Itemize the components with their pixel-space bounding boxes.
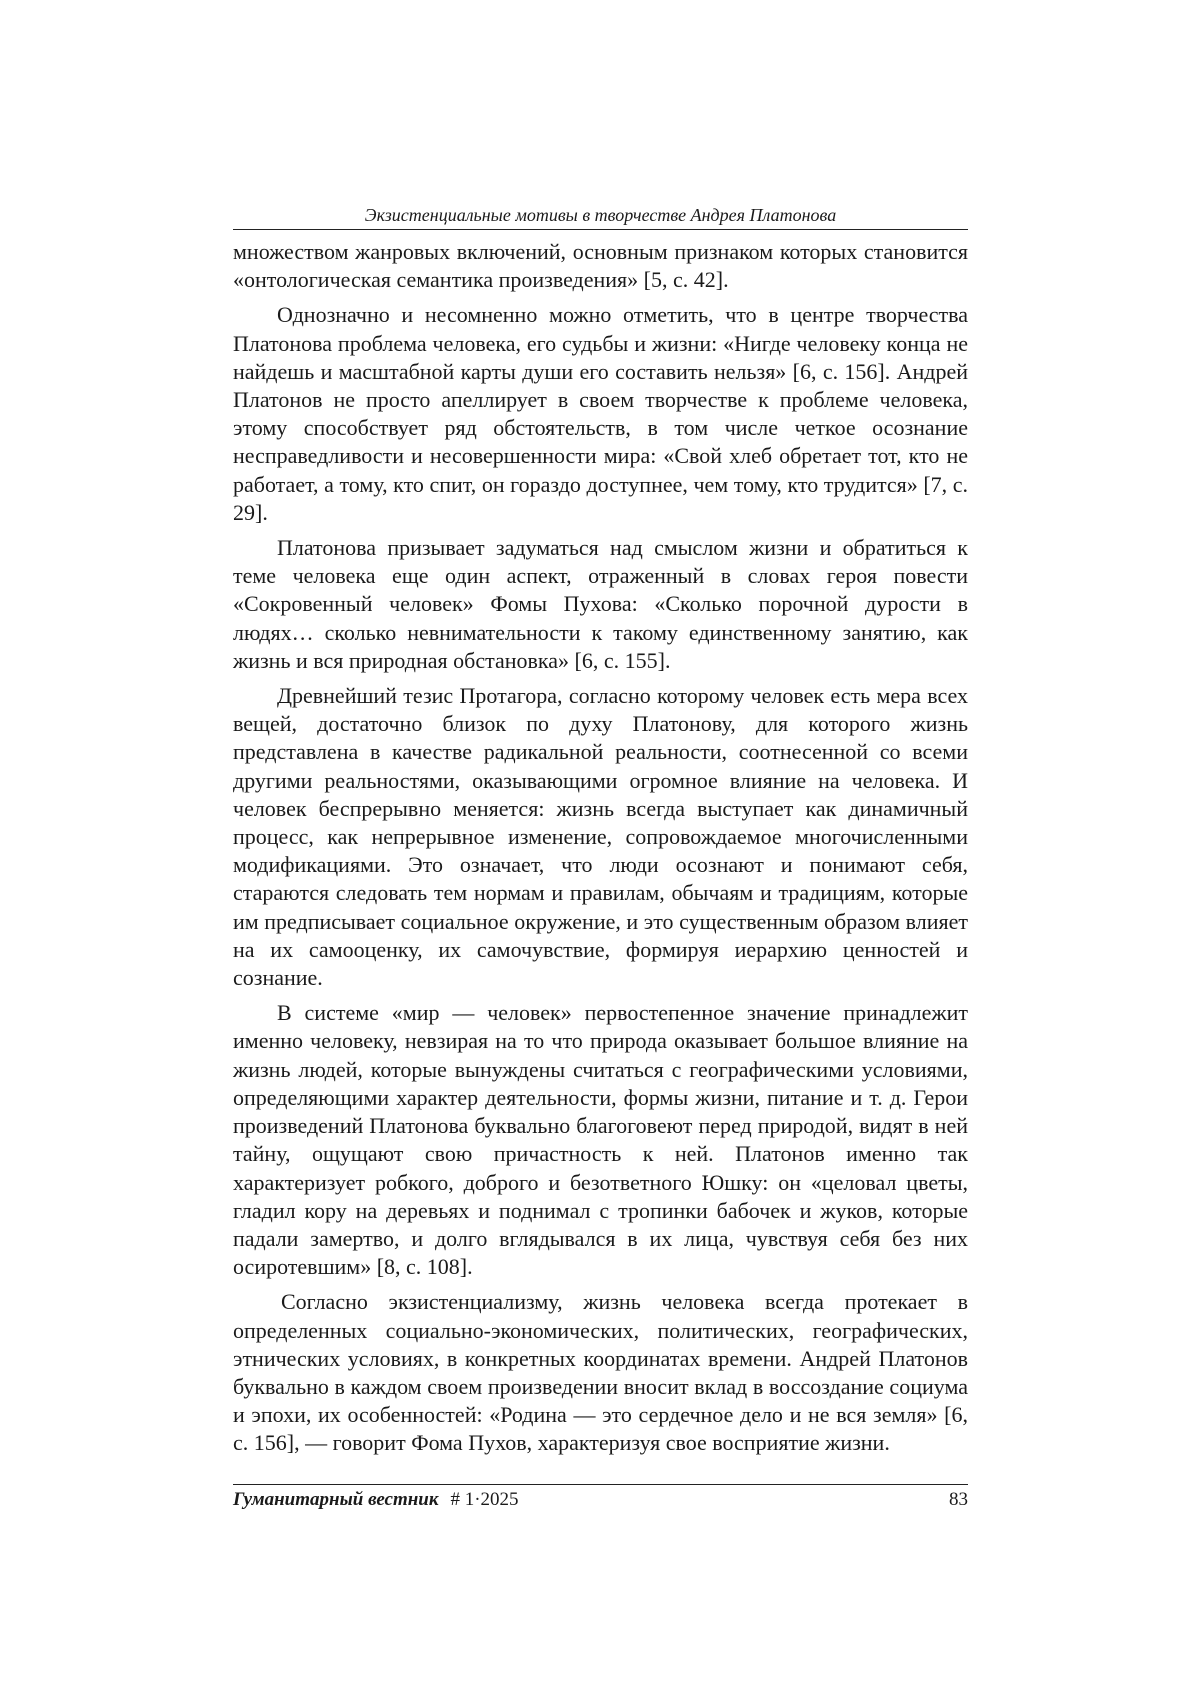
issue-number: # 1·2025 (450, 1489, 519, 1510)
article-body (233, 238, 968, 1465)
paragraph-6: Согласно экзистенциализму, жизнь человека всегда протекает в определенных социально-экономических, политических, географических, этнических условиях, в конкретных координатах времени. Андрей Платонов буквально в каждом своем произведении вносит вклад в воссоздание социума и эпохи, их особенностей: «Родина — это сердечное дело и не вся земля» [6, с. 156], — говорит Фома Пухов, характеризуя свое восприятие жизни. (233, 1289, 968, 1456)
page-number: 83 (949, 1489, 968, 1510)
journal-title: Гуманитарный вестник (233, 1489, 439, 1510)
header-rule (233, 229, 968, 230)
paragraph-2: Однозначно и несомненно можно отметить, что в центре творчества Платонова проблема человека, его судьбы и жизни: «Нигде человеку конца не найдешь и масштабной карты души его составить нельзя» [6, с. 156]. Андрей Платонов не просто апеллирует в своем творчестве к проблеме человека, этому способствует ряд обстоятельств, в том числе четкое осознание несправедливости и несовершенности мира: «Свой хлеб обретает тот, кто не работает, а тому, кто спит, он гораздо доступнее, чем тому, кто трудится» [7, с. 29]. (233, 302, 968, 525)
paragraph-3: Платонова призывает задуматься над смыслом жизни и обратиться к теме человека еще один аспект, отраженный в словах героя повести «Сокровенный человек» Фомы Пухова: «Сколько порочной дурости в людях… сколько невнимательности к такому единственному занятию, как жизнь и вся природная обстановка» [6, с. 155]. (233, 535, 968, 673)
footer-rule (233, 1484, 968, 1485)
paragraph-5: В системе «мир — человек» первостепенное значение принадлежит именно человеку, невзирая на то что природа оказывает большое влияние на жизнь людей, которые вынуждены считаться с географическими условиями, определяющими характер деятельности, формы жизни, питание и т. д. Герои произведений Платонова буквально благоговеют перед природой, видят в ней тайну, ощущают свою причастность к ней. Платонов именно так характеризует робкого, доброго и безответного Юшку: он «целовал цветы, гладил кору на деревьях и поднимал с тропинки бабочек и жуков, которые падали замертво, и долго вглядывался в их лица, чувствуя себя без них осиротевшим» [8, с. 108]. (233, 1000, 968, 1280)
page (233, 0, 968, 1698)
paragraph-4: Древнейший тезис Протагора, согласно которому человек есть мера всех вещей, достаточно близок по духу Платонову, для которого жизнь представлена в качестве радикальной реальности, соотнесенной со всеми другими реальностями, оказывающими огромное влияние на человека. И человек беспрерывно меняется: жизнь всегда выступает как динамичный процесс, как непрерывное изменение, сопровождаемое многочисленными модификациями. Это означает, что люди осознают и понимают себя, стараются следовать тем нормам и правилам, обычаям и традициям, которые им предписывает социальное окружение, и это существенным образом влияет на их самооценку, их самочувствие, формируя иерархию ценностей и сознание. (233, 683, 968, 991)
page-footer (233, 1488, 968, 1512)
paragraph-1: множеством жанровых включений, основным признаком которых становится «онтологическая семантика произведения» [5, с. 42]. (233, 239, 968, 293)
running-title: Экзистенциальные мотивы в творчестве Андрея Платонова (364, 205, 837, 225)
